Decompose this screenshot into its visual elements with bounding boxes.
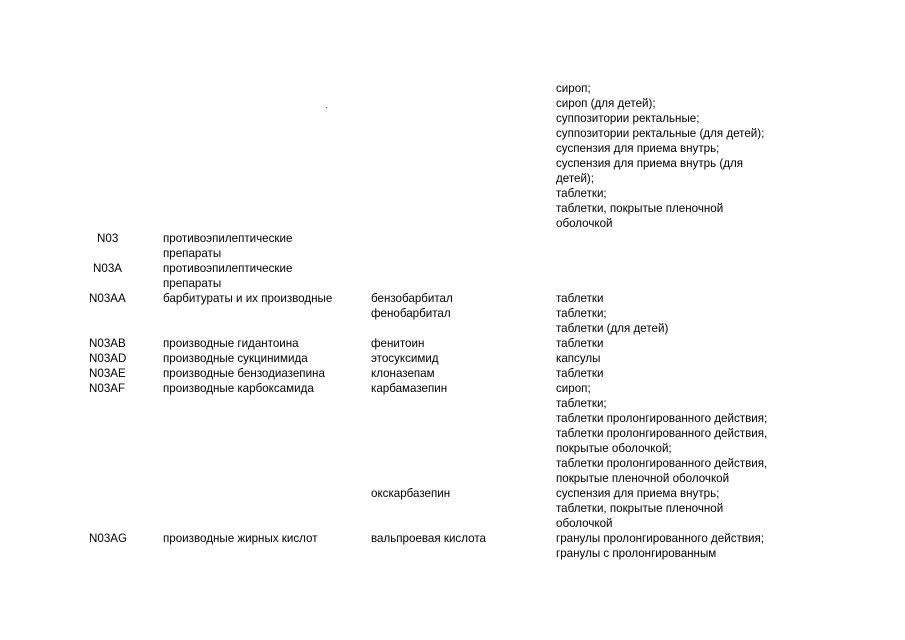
drug-name: фенитоин bbox=[371, 337, 425, 350]
form-line: таблетки; bbox=[556, 397, 607, 410]
form-line: таблетки пролонгированного действия, bbox=[556, 427, 768, 440]
form-line: гранулы пролонгированного действия; bbox=[556, 532, 764, 545]
form-line: суспензия для приема внутрь (для bbox=[556, 157, 744, 170]
form-line: сироп; bbox=[556, 82, 591, 95]
atc-group-name: производные бензодиазепина bbox=[163, 367, 325, 380]
atc-group-name: производные сукцинимида bbox=[163, 352, 308, 365]
form-line: гранулы с пролонгированным bbox=[556, 547, 717, 560]
form-line: таблетки bbox=[556, 337, 604, 350]
atc-code: N03AG bbox=[89, 532, 128, 545]
form-line: таблетки, покрытые пленочной bbox=[556, 502, 724, 515]
form-line: детей); bbox=[556, 172, 595, 185]
atc-code: N03AA bbox=[89, 292, 126, 305]
atc-code: N03A bbox=[93, 262, 123, 275]
drug-name: этосуксимид bbox=[371, 352, 439, 365]
form-line: таблетки bbox=[556, 367, 604, 380]
atc-code: N03AD bbox=[89, 352, 127, 365]
atc-group-name: барбитураты и их производные bbox=[163, 292, 333, 305]
form-line: покрытые пленочной оболочкой bbox=[556, 472, 730, 485]
atc-group-name: производные жирных кислот bbox=[163, 532, 318, 545]
atc-group-name: производные карбоксамида bbox=[163, 382, 314, 395]
form-line: сироп (для детей); bbox=[556, 97, 656, 110]
form-line: суппозитории ректальные (для детей); bbox=[556, 127, 765, 140]
atc-code: N03AE bbox=[89, 367, 126, 380]
drug-name: клоназепам bbox=[371, 367, 435, 380]
form-line: суспензия для приема внутрь; bbox=[556, 142, 720, 155]
form-line: таблетки; bbox=[556, 307, 607, 320]
drug-name: бензобарбитал bbox=[371, 292, 453, 305]
form-line: покрытые оболочкой; bbox=[556, 442, 672, 455]
form-line: таблетки пролонгированного действия; bbox=[556, 412, 768, 425]
form-line: суспензия для приема внутрь; bbox=[556, 487, 720, 500]
form-line: суппозитории ректальные; bbox=[556, 112, 700, 125]
form-line: таблетки пролонгированного действия, bbox=[556, 457, 768, 470]
form-line: таблетки (для детей) bbox=[556, 322, 669, 335]
form-line: таблетки; bbox=[556, 187, 607, 200]
form-line: таблетки bbox=[556, 292, 604, 305]
atc-group-name: производные гидантоина bbox=[163, 337, 299, 350]
atc-code: N03AF bbox=[89, 382, 126, 395]
drug-name: фенобарбитал bbox=[371, 307, 451, 320]
form-line: сироп; bbox=[556, 382, 591, 395]
atc-group-name: препараты bbox=[163, 247, 222, 260]
form-line: оболочкой bbox=[556, 517, 613, 530]
form-line: таблетки, покрытые пленочной bbox=[556, 202, 724, 215]
scan-dot bbox=[326, 107, 327, 108]
form-line: оболочкой bbox=[556, 217, 613, 230]
atc-code: N03AB bbox=[89, 337, 126, 350]
drug-name: окскарбазепин bbox=[371, 487, 451, 500]
form-line: капсулы bbox=[556, 352, 601, 365]
atc-group-name: препараты bbox=[163, 277, 222, 290]
drug-name: вальпроевая кислота bbox=[371, 532, 486, 545]
drug-name: карбамазепин bbox=[371, 382, 448, 395]
atc-group-name: противоэпилептические bbox=[163, 262, 293, 275]
atc-code: N03 bbox=[97, 232, 119, 245]
atc-group-name: противоэпилептические bbox=[163, 232, 293, 245]
